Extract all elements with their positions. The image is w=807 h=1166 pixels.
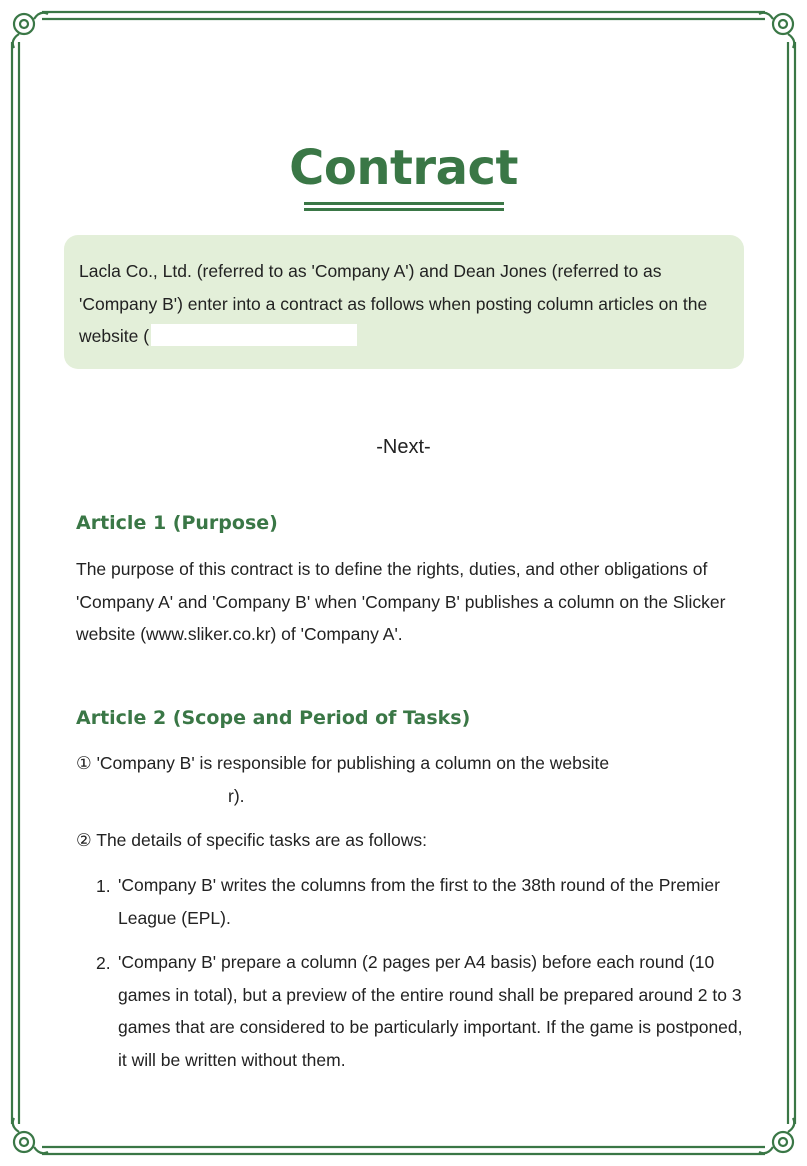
- clause-2-text: The details of specific tasks are as follows:: [96, 830, 427, 850]
- list-item-number: 1.: [96, 876, 111, 896]
- intro-closing: [357, 326, 368, 346]
- list-item: 'Company B' writes the columns from the first to the 38th round of the Premier League (EPL).: [118, 875, 720, 928]
- article-1-heading: Article 1 (Purpose): [76, 512, 278, 534]
- article-1-body: The purpose of this contract is to define the rights, duties, and other obligations of 'Company A' and 'Company B' when 'Company B' publishes a column on the Slicker website (www.sliker.co.kr) of 'Company A'.: [76, 559, 726, 644]
- clause-2-marker: ②: [76, 830, 92, 850]
- title-underline: [304, 202, 504, 205]
- page-title: Contract: [289, 140, 518, 196]
- redacted-url: [151, 324, 357, 346]
- clause-2: [76, 830, 427, 851]
- section-separator: -Next-: [376, 436, 431, 458]
- clause-1: [76, 753, 609, 774]
- title-underline: [304, 208, 504, 211]
- intro-paragraph: [79, 255, 729, 353]
- intro-text: Lacla Co., Ltd. (referred to as 'Company A') and Dean Jones (referred to as 'Company B') enter into a contract as follows when posting column articles on the website (: [79, 261, 708, 346]
- list-item: 'Company B' prepare a column (2 pages per A4 basis) before each round (10 games in total), but a preview of the entire round shall be prepared around 2 to 3 games that are considered to be particularly important. If the game is postponed, it will be written without them.: [118, 952, 743, 1070]
- clause-1-continuation: r).: [228, 786, 245, 806]
- clause-1-marker: ①: [76, 753, 92, 773]
- article-2-heading: Article 2 (Scope and Period of Tasks): [76, 707, 471, 729]
- clause-1-text: 'Company B' is responsible for publishing a column on the website: [96, 753, 610, 773]
- redaction-mask: [338, 82, 478, 126]
- list-item-number: 2.: [96, 953, 111, 973]
